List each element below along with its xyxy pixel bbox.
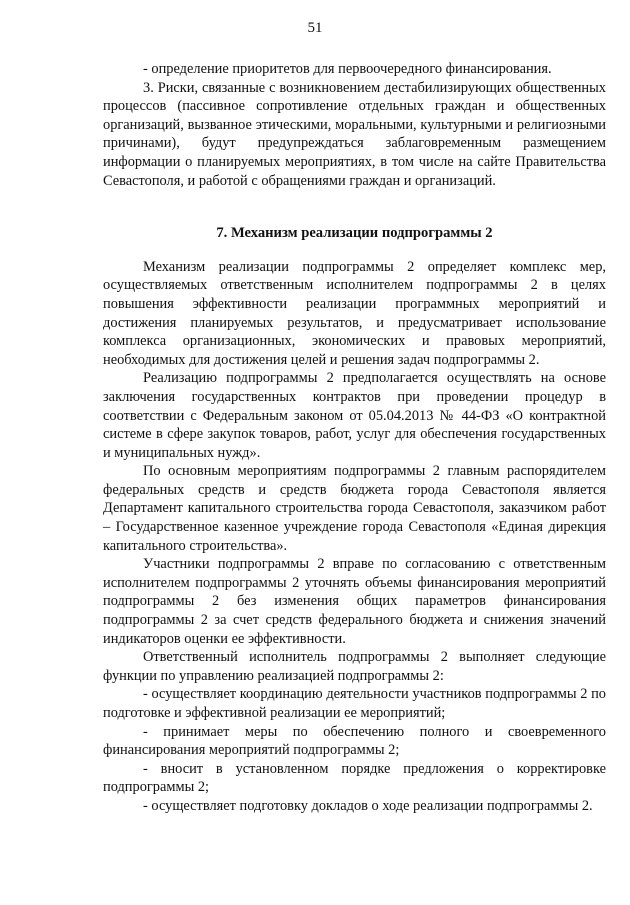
- list-item-reports: - осуществляет подготовку докладов о ходе реализации подпрограммы 2.: [143, 797, 593, 814]
- paragraph-social-risks: 3. Риски, связанные с возникновением дестабилизирующих общественных процессов (пассивное сопротивление отдельных граждан и общественных организаций, вызванное этическими, моральными, культурными и религиозными причинами), будут предупреждаться заблаговременным размещением информации о планируемых мероприятиях, в том числе на сайте Правительства Севастополя, и работой с обращениями граждан и организаций.: [103, 79, 606, 189]
- spacer: [103, 243, 606, 258]
- page-number: 51: [307, 20, 323, 36]
- paragraph-participants: Участники подпрограммы 2 вправе по согласованию с ответственным исполнителем подпрограммы 2 уточнять объемы финансирования мероприятий подпрограммы 2 без изменения общих параметров финансирования подпрограммы 2 за счет средств федерального бюджета и снижения значений индикаторов оценки ее эффективности.: [103, 556, 606, 647]
- section-heading: 7. Механизм реализации подпрограммы 2: [216, 225, 493, 242]
- list-item-corrections: - вносит в установленном порядке предложения о корректировке подпрограммы 2;: [103, 760, 606, 796]
- spacer: [103, 190, 606, 224]
- paragraph-mechanism: Механизм реализации подпрограммы 2 определяет комплекс мер, осуществляемых ответственным исполнителем подпрограммы 2 в целях повышения эффективности реализации программных мероприятий и достижения планируемых результатов, и предусматривает использование комплекса организационных, экономических и правовых мероприятий, необходимых для достижения целей и решения задач подпрограммы 2.: [103, 258, 606, 368]
- paragraph-priorities: - определение приоритетов для первоочередного финансирования.: [143, 61, 552, 77]
- document-body: [103, 60, 606, 816]
- list-item-financing: - принимает меры по обеспечению полного и своевременного финансирования мероприятий подпрограммы 2;: [103, 723, 606, 759]
- paragraph-budget-holder: По основным мероприятиям подпрограммы 2 главным распорядителем федеральных средств и средств бюджета города Севастополя является Департамент капитального строительства города Севастополя, заказчиком работ – Государственное казенное учреждение города Севастополя «Единая дирекция капитального строительства».: [103, 463, 606, 554]
- paragraph-contracts: Реализацию подпрограммы 2 предполагается осуществлять на основе заключения государственных контрактов при проведении процедур в соответствии с Федеральным законом от 05.04.2013 № 44-ФЗ «О контрактной системе в сфере закупок товаров, работ, услуг для обеспечения государственных и муниципальных нужд».: [103, 370, 606, 461]
- list-item-coordination: - осуществляет координацию деятельности участников подпрограммы 2 по подготовке и эффективной реализации ее мероприятий;: [103, 686, 606, 721]
- paragraph-responsible-functions: Ответственный исполнитель подпрограммы 2 выполняет следующие функции по управлению реализацией подпрограммы 2:: [103, 649, 606, 684]
